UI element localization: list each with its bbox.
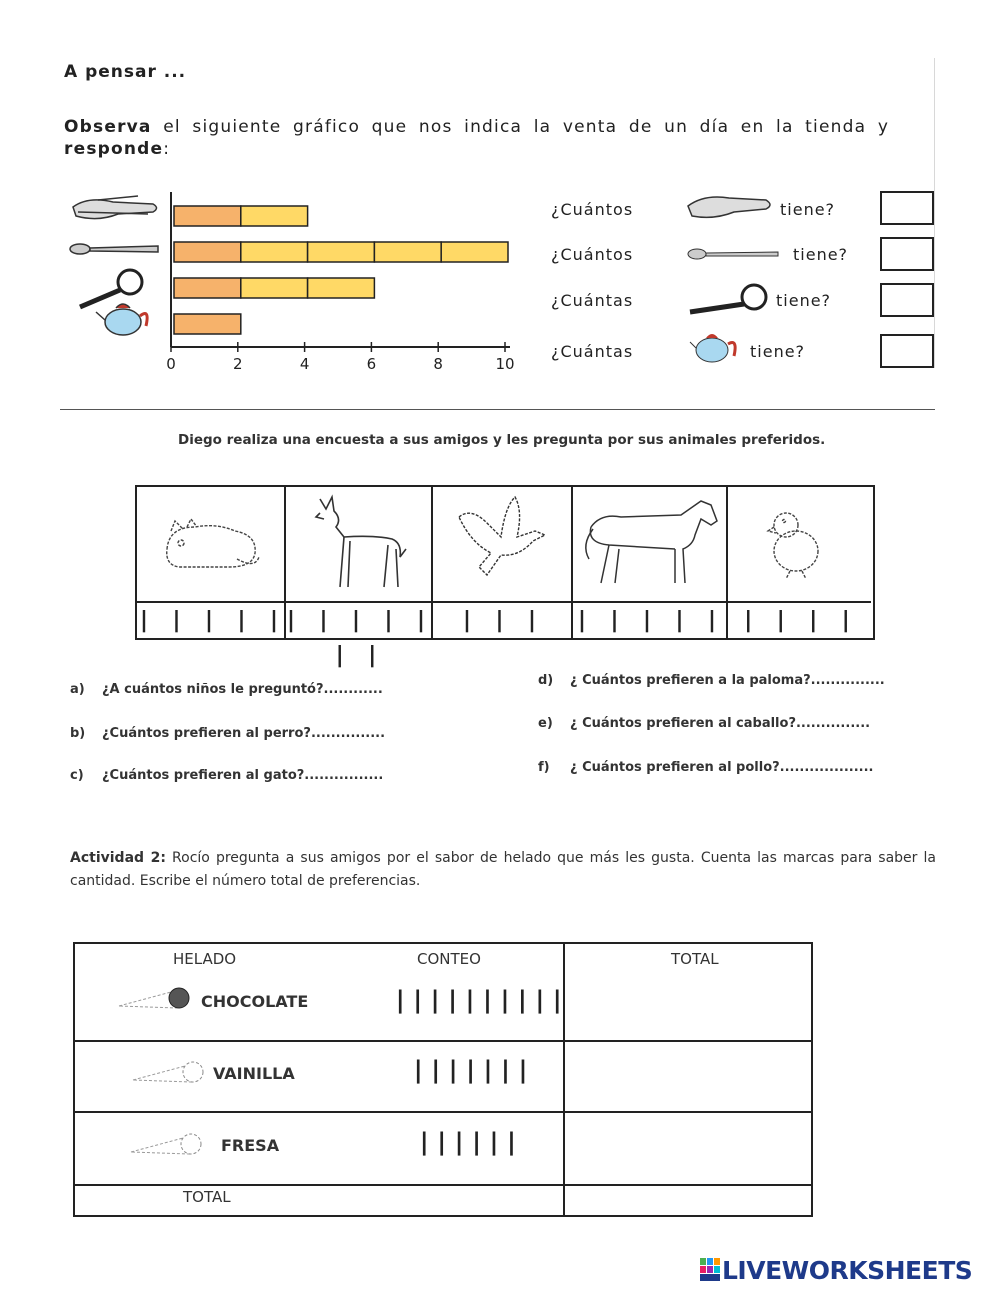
bar-gloves-segment [241,206,308,226]
tally-chocolate: |||||||||| [393,986,568,1014]
section-1-intro [64,116,932,160]
total-input-strawberry[interactable] [565,1113,809,1184]
horse-icon [571,487,726,599]
x-tick-label: 0 [166,355,176,372]
header-total: TOTAL [671,950,719,968]
flavor-strawberry: FRESA [221,1136,280,1155]
chart-question-4-suffix: tiene? [750,342,806,361]
answer-box-teapot[interactable] [880,334,934,368]
tally-horse: | | | | | [571,601,726,640]
x-tick-label: 2 [233,355,243,372]
footer-total-label: TOTAL [183,1188,231,1206]
survey-intro: Diego realiza una encuesta a sus amigos y les pregunta por sus animales preferidos. [178,432,826,448]
bar-magnifier-segment [241,278,308,298]
tally-dog: | | | | | | | [284,601,431,640]
section-divider [60,409,935,410]
spoon-icon [686,244,782,264]
bar-spoon-segment [241,242,308,262]
magnifier-icon [80,270,142,307]
animal-cell-dove [431,487,573,638]
flavor-vanilla: VAINILLA [213,1064,295,1083]
animal-cell-horse [571,487,728,638]
dog-icon [284,487,431,599]
gloves-icon [684,190,776,226]
question-f: f) ¿ Cuántos prefieren al pollo?................... [538,760,874,775]
section-1-title: A pensar ... [64,62,187,82]
x-tick-label: 4 [299,355,310,372]
header-conteo: CONTEO [417,950,481,968]
chart-question-4: ¿Cuántas [551,342,634,361]
strawberry-icecream-icon [127,1128,207,1158]
answer-box-spoon[interactable] [880,237,934,271]
question-a: a) ¿A cuántos niños le preguntó?............ [70,682,383,697]
bar-spoon-segment [308,242,375,262]
bar-teapot-segment [174,314,241,334]
animal-cell-dog [284,487,433,668]
teapot-icon [96,304,147,335]
question-c: c) ¿Cuántos prefieren al gato?................ [70,768,384,783]
intro-bold-observa: Observa [64,117,152,137]
chart-question-3: ¿Cuántas [551,291,634,310]
liveworksheets-logo [700,1256,972,1285]
liveworksheets-logo-icon [700,1258,722,1282]
animal-tally-table [135,485,875,668]
chart-question-2: ¿Cuántos [551,245,634,264]
spoon-icon [70,244,158,254]
bar-magnifier-segment [308,278,375,298]
intro-bold-responde: responde [64,139,164,159]
answer-box-gloves[interactable] [880,191,934,225]
x-tick-label: 6 [366,355,377,372]
sales-bar-chart [160,192,530,372]
magnifier-icon [684,282,774,318]
tally-cat: | | | | | [137,601,284,640]
tally-dove: | | | [431,601,571,640]
intro-text-2: : [163,139,171,159]
teapot-icon [688,330,740,366]
chick-icon [726,487,871,599]
question-d: d) ¿ Cuántos prefieren a la paloma?............... [538,673,885,688]
icecream-table [73,942,813,1217]
animal-cell-chick [726,487,871,638]
chart-question-2-suffix: tiene? [793,245,849,264]
cat-icon [137,487,284,599]
chart-category-icons [68,192,164,342]
bar-spoon-segment [374,242,441,262]
chocolate-icecream-icon [115,984,195,1014]
tally-chick: | | | | [726,601,871,640]
question-b: b) ¿Cuántos prefieren al perro?............... [70,726,386,741]
gloves-icon [73,196,157,219]
total-input-chocolate[interactable] [565,968,809,1040]
activity-2-instructions [70,847,936,893]
header-helado: HELADO [173,950,237,968]
tally-vanilla: ||||||| [411,1056,534,1084]
bar-spoon-segment [441,242,508,262]
brand-name: LIVEWORKSHEETS [722,1256,973,1285]
activity-2-label: Actividad 2: [70,850,166,866]
total-input-vanilla[interactable] [565,1042,809,1111]
chart-question-1-suffix: tiene? [780,200,836,219]
x-tick-label: 8 [433,355,443,372]
vanilla-icecream-icon [129,1056,209,1086]
question-e: e) ¿ Cuántos prefieren al caballo?............... [538,716,871,731]
chart-question-3-suffix: tiene? [776,291,832,310]
activity-2-text: Rocío pregunta a sus amigos por el sabor de helado que más les gusta. Cuenta las marcas para saber la cantidad. Escribe el número total de preferencias. [70,850,936,889]
chart-question-1: ¿Cuántos [551,200,634,219]
dove-icon [431,487,571,599]
intro-text-1: el siguiente gráfico que nos indica la venta de un día en la tienda y [151,117,890,137]
flavor-chocolate: CHOCOLATE [201,992,309,1011]
bar-magnifier-segment [174,278,241,298]
bar-gloves-segment [174,206,241,226]
animal-cell-cat [137,487,286,638]
x-tick-label: 10 [495,355,515,372]
grand-total-input[interactable] [565,1186,809,1213]
tally-strawberry: |||||| [417,1128,522,1156]
bar-spoon-segment [174,242,241,262]
answer-box-magnifier[interactable] [880,283,934,317]
